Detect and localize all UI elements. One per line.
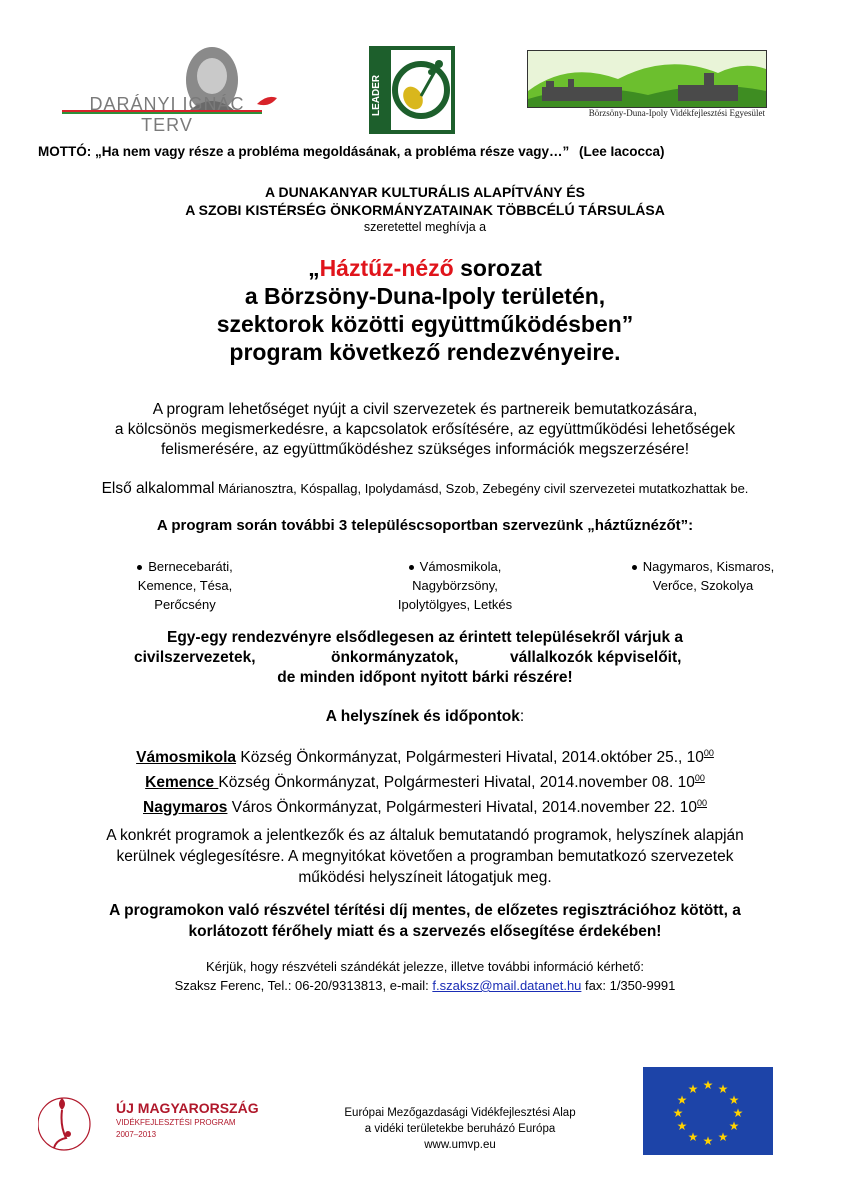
svg-text:★: ★ — [687, 1130, 699, 1144]
audience-line-2: civilszervezetek, önkormányzatok, vállalkozók képviselőit, — [134, 649, 682, 666]
intro-line-1: A program lehetőséget nyújt a civil szervezetek és partnereik bemutatkozására, — [152, 401, 698, 418]
svg-text:★: ★ — [728, 1093, 740, 1107]
venues-heading: A helyszínek és időpontok: — [325, 708, 525, 725]
group-1: Bernecebaráti, Kemence, Tésa, Perőcsény — [137, 559, 233, 612]
uj-years: 2007–2013 — [116, 1130, 157, 1139]
svg-text:★: ★ — [717, 1082, 729, 1096]
title-highlight: Háztűz-néző — [319, 255, 454, 281]
leader-logo-text: LEADER — [371, 74, 382, 116]
contact-paragraph: Kérjük, hogy részvételi szándékát jelezze, illetve további információ kérhető: Szaksz Ferenc, Tel.: 06-20/9313813, e-mail: f.szaksz@mail.datanet.hu fax: 1/350-9991 — [174, 959, 676, 993]
svg-text:★: ★ — [702, 1134, 714, 1148]
email-link[interactable]: f.szaksz@mail.datanet.hu — [432, 978, 582, 993]
venue-row: Nagymaros Város Önkormányzat, Polgármesteri Hivatal, 2014.november 22. $10^{00}$ — [143, 798, 707, 817]
eu-flag-icon — [643, 1067, 773, 1155]
svg-text:★: ★ — [676, 1119, 688, 1133]
organizers — [0, 183, 850, 219]
motto-text: „Ha nem vagy része a probléma megoldásának, a probléma része vagy…” — [95, 144, 570, 159]
intro-line-3: felismerésére, az együttműködéshez szükséges információk megszerzésére! — [160, 441, 690, 458]
svg-text:★: ★ — [672, 1106, 684, 1120]
group-3: Nagymaros, Kismaros, Verőce, Szokolya — [608, 557, 798, 595]
motto-label: MOTTÓ: — [38, 144, 92, 159]
svg-text:★: ★ — [676, 1093, 688, 1107]
svg-text:★: ★ — [728, 1119, 740, 1133]
leader-logo — [369, 46, 455, 134]
uj-subtitle: VIDÉKFEJLESZTÉSI PROGRAM — [116, 1118, 236, 1127]
motto-author: (Lee Iacocca) — [578, 144, 665, 159]
fee-paragraph: A programokon való részvétel térítési díj mentes, de előzetes regisztrációhoz kötött, a korlátozott férőhely miatt és a szervezés elősegítése érdekében! — [109, 902, 741, 940]
first-occasion — [0, 480, 850, 498]
svg-text:★: ★ — [717, 1130, 729, 1144]
bullet-icon — [409, 565, 414, 570]
organizer-line-2: A SZOBI KISTÉRSÉG ÖNKORMÁNYZATAINAK TÖBBCÉLÚ TÁRSULÁSA — [185, 202, 665, 218]
flower-icon — [38, 1090, 98, 1154]
bullet-icon — [137, 565, 142, 570]
svg-text:★: ★ — [702, 1078, 714, 1092]
group-2: Vámosmikola, Nagybörzsöny, Ipolytölgyes, Letkés — [397, 559, 513, 612]
venues-list — [0, 743, 850, 818]
program-paragraph: A konkrét programok a jelentkezők és az általuk bemutatandó programok, helyszínek alapján kerülnek véglegesítésre. A megnyitókat követően a programban bemutatkozó szervezetek működési helyszíneit látogatjuk meg. — [106, 827, 744, 886]
daranyi-logo-text: DARÁNYI IGNÁC TERV — [89, 94, 245, 135]
svg-text:★: ★ — [687, 1082, 699, 1096]
footer-text: Európai Mezőgazdasági Vidékfejlesztési Alap a vidéki területekbe beruházó Európa www.umvp.eu — [344, 1107, 576, 1151]
groups-heading: A program során további 3 településcsoportban szervezünk „háztűznézőt”: — [156, 517, 694, 534]
first-text: Márianosztra, Kóspallag, Ipolydamásd, Szob, Zebegény civil szervezetei mutatkozhattak be. — [214, 481, 749, 496]
eu-stars-icon — [643, 1067, 773, 1155]
title-line-1: „Háztűz-néző sorozat — [308, 255, 542, 281]
event-title — [0, 254, 850, 366]
motto — [38, 144, 818, 159]
venue-row: Kemence Község Önkormányzat, Polgármesteri Hivatal, 2014.november 08. $10^{00}$ — [145, 773, 705, 792]
title-line-2: a Börzsöny-Duna-Ipoly területén, — [244, 283, 606, 309]
daranyi-ignac-terv-logo — [62, 40, 282, 136]
audience-line-3: de minden időpont nyitott bárki részére! — [277, 669, 573, 686]
venue-row: Vámosmikola Község Önkormányzat, Polgármesteri Hivatal, 2014.október 25., $10^{00}$ — [136, 748, 714, 767]
bdi-association-logo — [527, 50, 765, 122]
svg-text:★: ★ — [732, 1106, 744, 1120]
title-line-3: szektorok közötti együttműködésben” — [216, 311, 634, 337]
audience-paragraph — [0, 628, 850, 688]
uj-magyarorszag-logo — [38, 1090, 278, 1154]
intro-paragraph — [0, 400, 850, 460]
bdi-logo-text: Börzsöny-Duna-Ipoly Vidékfejlesztési Egyesület — [588, 108, 765, 118]
first-label: Első alkalommal — [101, 480, 215, 497]
intro-line-2: a kölcsönös megismerkedésre, a kapcsolatok erősítésére, az együttműködési lehetőségek — [114, 421, 736, 438]
invite-text: szeretettel meghívja a — [363, 220, 487, 234]
audience-line-1: Egy-egy rendezvényre elsődlegesen az érintett településekről várjuk a — [166, 629, 684, 646]
uj-title: ÚJ MAGYARORSZÁG — [116, 1100, 259, 1116]
organizer-line-1: A DUNAKANYAR KULTURÁLIS ALAPÍTVÁNY ÉS — [265, 184, 585, 200]
bullet-icon — [632, 565, 637, 570]
title-line-4: program következő rendezvényeire. — [229, 339, 621, 365]
